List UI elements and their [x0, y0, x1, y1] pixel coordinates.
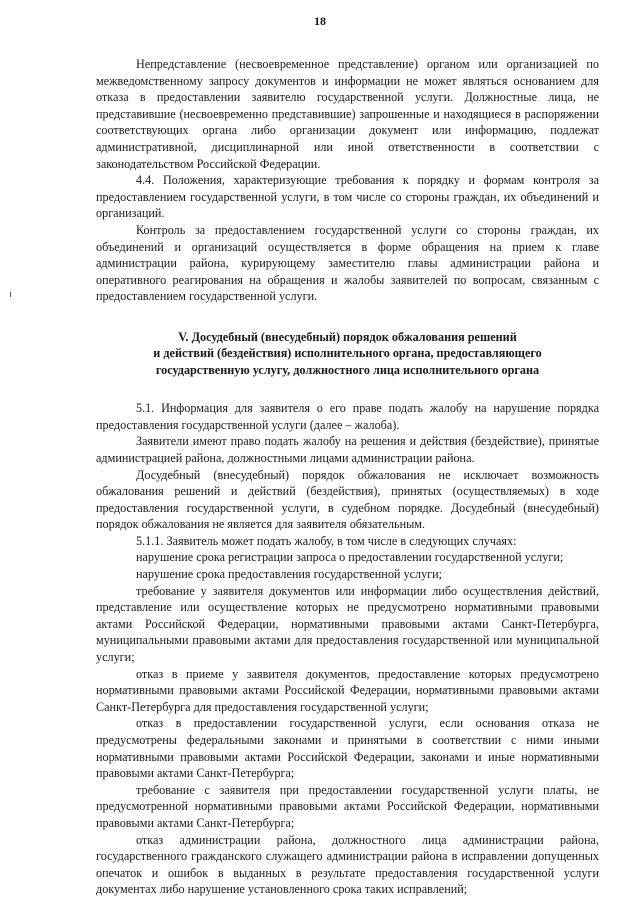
- document-body: [96, 56, 599, 898]
- section-title-line: и действий (бездействия) исполнительного органа, предоставляющего: [153, 346, 542, 361]
- paragraph: 5.1.1. Заявитель может подать жалобу, в том числе в следующих случаях:: [136, 533, 517, 548]
- list-item: отказ в приеме у заявителя документов, предоставление которых предусмотрено нормативными правовыми актами Российской Федерации, нормативными правовыми актами Санкт-Петербурга для предоставления государственной услуги;: [96, 666, 599, 714]
- section-title-line: V. Досудебный (внесудебный) порядок обжалования решений: [178, 329, 517, 344]
- paragraph: 5.1. Информация для заявителя о его праве подать жалобу на нарушение порядка предоставления государственной услуги (далее – жалоба).: [96, 401, 599, 432]
- paragraph: Контроль за предоставлением государственной услуги со стороны граждан, их объединений и организаций осуществляется в форме обращения на прием к главе администрации района, курирующему заместителю главы администрации района и оперативного реагирования на обращения и жалобы заявителей по вопросам, связанным с предоставлением государственной услуги.: [96, 222, 599, 304]
- margin-mark: [10, 292, 11, 297]
- list-item: требование у заявителя документов или информации либо осуществления действий, представление или осуществление которых не предусмотрено нормативными правовыми актами Российской Федерации, нормативными правовыми актами Санкт-Петербурга, муниципальными правовыми актами для предоставления государственной или муниципальной услуги;: [96, 583, 599, 665]
- paragraph: 4.4. Положения, характеризующие требования к порядку и формам контроля за предоставлением государственной услуги, в том числе со стороны граждан, их объединений и организаций.: [96, 173, 599, 221]
- list-item: отказ в предоставлении государственной услуги, если основания отказа не предусмотрены федеральными законами и принятыми в соответствии с ними иными нормативными правовыми актами Российской Федерации, законами и иные нормативными правовыми актами Санкт-Петербурга;: [96, 716, 599, 781]
- page-number: 18: [314, 14, 326, 28]
- list-item: нарушение срока регистрации запроса о предоставлении государственной услуги;: [136, 550, 564, 565]
- paragraph: Заявители имеют право подать жалобу на решения и действия (бездействие), принятые администрацией района, должностными лицами администрации района.: [96, 434, 599, 465]
- list-item: требование с заявителя при предоставлении государственной услуги платы, не предусмотренной нормативными правовыми актами Российской Федерации, нормативными правовыми актами Санкт-Петербурга;: [96, 782, 599, 830]
- section-title: [96, 329, 599, 378]
- paragraph: Досудебный (внесудебный) порядок обжалования не исключает возможность обжалования решений и действий (бездействия), принятых (осуществляемых) в ходе предоставления государственной услуги, в судебном порядке. Досудебный (внесудебный) порядок обжалования не является для заявителя обязательным.: [96, 467, 599, 532]
- list-item: нарушение срока предоставления государственной услуги;: [136, 567, 443, 582]
- paragraph: Непредставление (несвоевременное представление) органом или организацией по межведомственному запросу документов и информации не может являться основанием для отказа в предоставлении заявителю государственной услуги. Должностные лица, не представившие (несвоевременно представившие) запрошенные и находящиеся в распоряжении соответствующих органа либо организации документ или информацию, подлежат административной, дисциплинарной или иной ответственности в соответствии с законодательством Российской Федерации.: [96, 57, 599, 171]
- section-title-line: государственную услугу, должностного лица исполнительного органа: [155, 362, 540, 377]
- list-item: отказ администрации района, должностного лица администрации района, государственного гражданского служащего администрации района в исправлении допущенных опечаток и ошибок в выданных в результате предоставления государственной услуги документах либо нарушение установленного срока таких исправлений;: [96, 832, 599, 897]
